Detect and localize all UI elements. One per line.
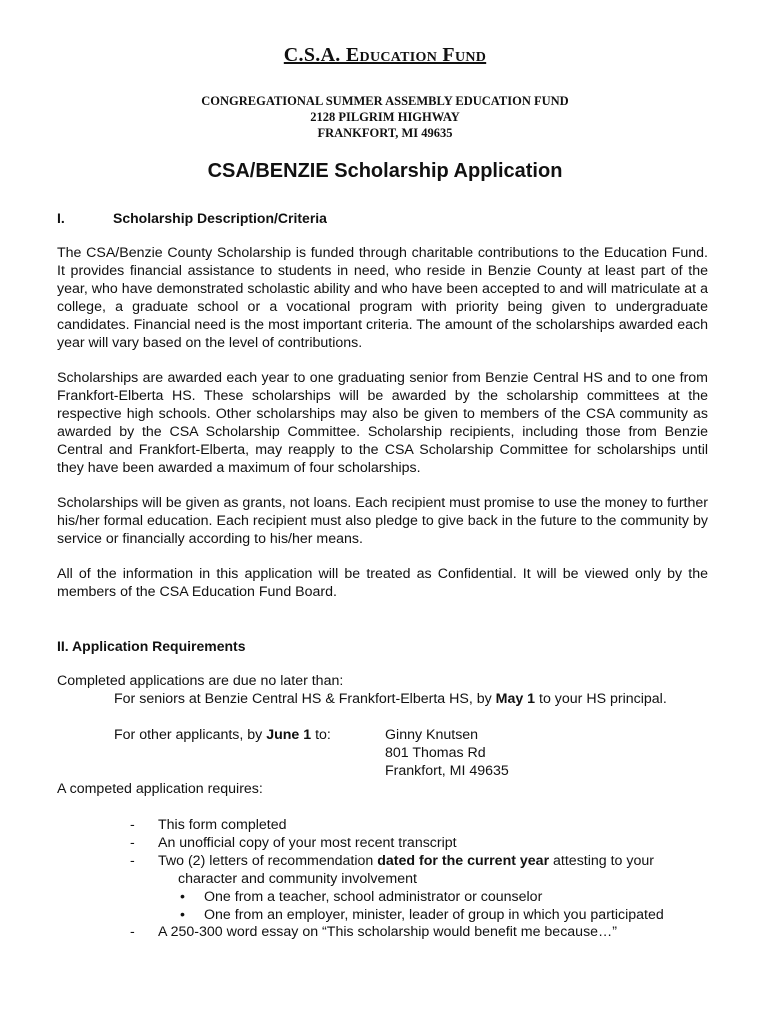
paragraph-awards: Scholarships are awarded each year to one graduating senior from Benzie Central HS and to one from Frankfort-Elberta HS. These scholarships will be awarded by the scholarship committees at the respective high schools. Other scholarships may also be given to members of the CSA community as awarded by the CSA Scholarship Committee. Scholarship recipients, including those from Benzie Central and Frankfort-Elberta, may reapply to the CSA Scholarship Committee for scholarships until they have been awarded a maximum of four scholarships. [57, 370, 708, 476]
section1-title: Scholarship Description/Criteria [113, 210, 327, 226]
contact-street: 801 Thomas Rd [385, 744, 486, 761]
paragraph-grants: Scholarships will be given as grants, not loans. Each recipient must promise to use the money to further his/her formal education. Each recipient must also pledge to give back in the future to the community by service or financially according to his/her means. [57, 495, 708, 547]
list-item: - A 250-300 word essay on “This scholarship would benefit me because…” [130, 924, 617, 941]
section2-title: II. Application Requirements [57, 638, 246, 654]
paragraph-funding: The CSA/Benzie County Scholarship is funded through charitable contributions to the Education Fund. It provides financial assistance to students in need, who reside in Benzie County at least part of the year, who have demonstrated scholastic ability and who have been accepted to and will matriculate at a college, a graduate school or a vocational program with priority being given to undergraduate candidates. Financial need is the most important criteria. The amount of the scholarships awarded each year will vary based on the level of contributions. [57, 245, 708, 351]
seniors-date: May 1 [495, 691, 536, 707]
fund-title: C.S.A. Education Fund [283, 44, 487, 66]
list-item: • One from a teacher, school administrator or counselor [180, 888, 543, 905]
seniors-suffix: to your HS principal. [535, 691, 667, 707]
requires-intro: A competed application requires: [57, 781, 263, 797]
due-intro: Completed applications are due no later than: [57, 673, 344, 689]
others-suffix: to: [311, 727, 331, 743]
section1-number: I. [57, 210, 65, 226]
requirements-list [130, 817, 710, 942]
org-street: 2128 PILGRIM HIGHWAY [310, 110, 460, 124]
application-title: CSA/BENZIE Scholarship Application [207, 160, 563, 182]
seniors-deadline [114, 691, 667, 709]
list-item: - An unofficial copy of your most recent transcript [130, 834, 457, 851]
org-city: FRANKFORT, MI 49635 [317, 126, 453, 140]
list-item: • One from an employer, minister, leader of group in which you participated [180, 906, 664, 923]
letters-sublist [158, 889, 710, 925]
others-prefix: For other applicants, by [114, 727, 267, 743]
contact-city: Frankfort, MI 49635 [385, 762, 509, 779]
list-item: - This form completed [130, 817, 287, 833]
letters-continuation: character and community involvement [178, 870, 417, 887]
contact-address [385, 727, 509, 781]
contact-name: Ginny Knutsen [385, 727, 479, 743]
org-name: CONGREGATIONAL SUMMER ASSEMBLY EDUCATION FUND [201, 94, 569, 108]
seniors-prefix: For seniors at Benzie Central HS & Frankfort-Elberta HS, by [114, 691, 496, 707]
list-item: - Two (2) letters of recommendation dated for the current year attesting to your character and community involvement • One from a teacher, school administrator or counselor • One from an employer, minister, leader of group in which you participated [130, 853, 710, 925]
others-date: June 1 [266, 727, 312, 743]
paragraph-confidential: All of the information in this application will be treated as Confidential. It will be viewed only by the members of the CSA Education Fund Board. [57, 566, 708, 600]
others-deadline [114, 727, 331, 745]
